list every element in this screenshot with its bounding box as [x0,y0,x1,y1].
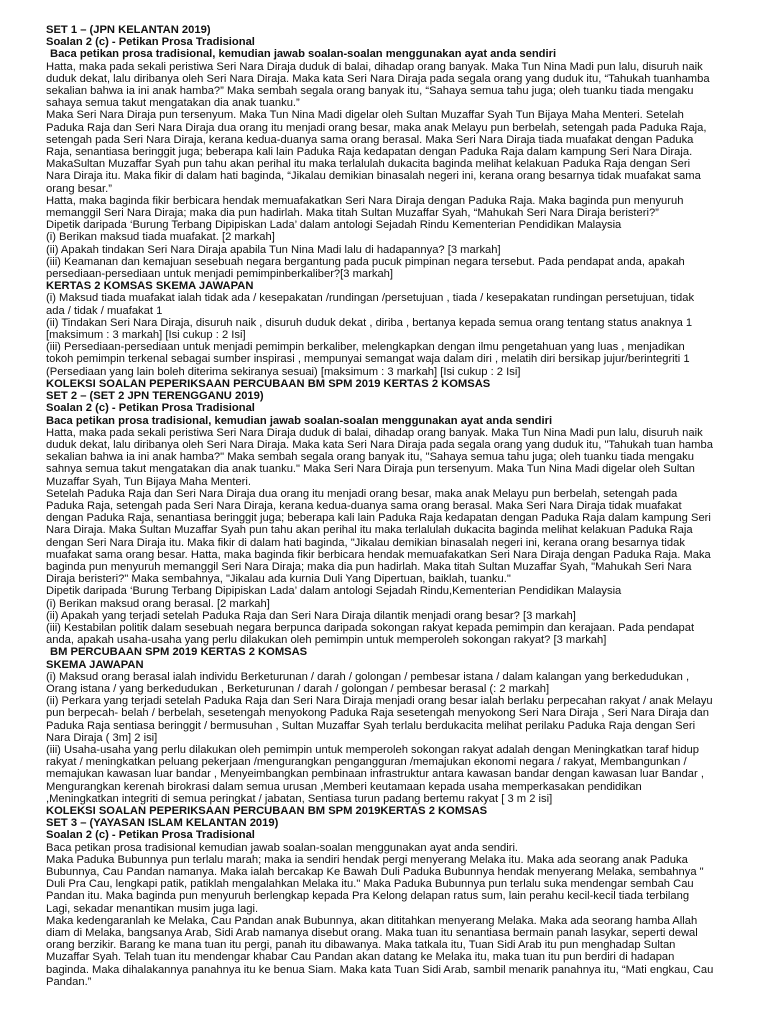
text-line: Baca petikan prosa tradisional kemudian jawab soalan-soalan menggunakan ayat anda sendiri. [46,841,519,854]
text-line: Paduka Raja sentiasa beringgit / bermusuhan , Sultan Muzaffar Syah terlalu berdukacita melihat perilaku Paduka Raja dengan Seri [46,719,696,732]
heading-line: SET 1 – (JPN KELANTAN 2019) [46,24,211,36]
text-line: diam di Melaka, bangsanya Arab, Sidi Arab namanya disebut orang. Maka tuan itu senantiasa bermain panah lasykar, seperti dewal [46,927,698,940]
text-line: orang berzikir. Barang ke mana tuan itu pergi, panah itu dibawanya. Maka tatkala itu, Tuan Sidi Arab itu pun menghadap Sultan [46,939,676,952]
heading-line: SET 3 – (YAYASAN ISLAM KELANTAN 2019) [46,817,279,830]
text-line: Paduka Raja dan Seri Nara Diraja dua orang itu menjadi orang besar, maka anak Melayu pun berbelah, setengah pada Paduka Raja, [46,121,707,134]
text-line: Maka Paduka Bubunnya pun terlalu marah; maka ia sendiri hendak pergi menyerang Melaka itu. Maka ada seorang anak Paduka [46,853,688,866]
text-line: duduk dekat, lalu diribanya oleh Seri Nara Diraja. Maka kata Seri Nara Diraja pada segala orang yang duduk itu, "Tahukah tuan hamba [46,438,713,451]
text-line: Nara Diraja ( 3m] 2 isi] [46,731,158,744]
text-line: duduk dekat, lalu diribanya oleh Seri Nara Diraja. Maka kata Seri Nara Diraja pada segala orang yang duduk itu, “Tahukah tuanhamba [46,72,710,85]
text-line: muafakat sama orang besar. Hatta, maka baginda fikir berbicara hendak memuafakatkan Seri Nara Diraja dengan Paduka Raja. Maka [46,548,711,561]
section-set1 [46,24,750,390]
text-block [46,842,750,988]
text-line: memanggil Seri Nara Diraja; maka dia pun hadirlah. Maka titah Sultan Muzaffar Syah, “Mahukah Seri Nara Diraja beristeri?” [46,207,659,220]
text-block [46,427,750,647]
text-line: Hatta, maka pada sekali peristiwa Seri Nara Diraja duduk di balai, dihadap orang banyak. Maka Tun Nina Madi pun lalu, disuruh naik [46,426,703,439]
heading-block [46,402,750,414]
heading-block [46,280,750,292]
text-line: sahnya semua takut mengatakan dia anak tuanku." Maka Seri Nara Diraja pun tersenyum. Maka Tun Nina Madi digelar oleh Sultan [46,463,695,476]
heading-line: Baca petikan prosa tradisional, kemudian jawab soalan-soalan menggunakan ayat anda sendiri [50,48,557,61]
text-line: setengah pada Seri Nara Diraja, kerana kedua-duanya sama orang berasal. Maka Seri Nara Diraja tiada muafakat dengan Paduka [46,133,694,146]
text-line: Bubunnya, Cau Pandan namanya. Maka ialah bercakap Ke Bawah Duli Paduka Bubunnya hendak menyerang Melaka, sembahnya " [46,866,704,879]
text-line: Maka Seri Nara Diraja pun tersenyum. Maka Tun Nina Madi digelar oleh Sultan Muzaffar Syah Tun Bijaya Maha Menteri. Setelah [46,109,684,122]
heading-line: Soalan 2 (c) - Petikan Prosa Tradisional [46,36,255,49]
text-line: Pandan itu. Maka baginda pun menyuruh berlengkap kepada Pra Kelong delapan ratus sum, lain perahu kecil-kecil tiada terbilang [46,890,690,903]
heading-line: Soalan 2 (c) - Petikan Prosa Tradisional [46,829,255,842]
text-line: dengan Paduka Raja, senantiasa beringgit juga; beberapa kali lain Paduka Raja kedapatan dengan Paduka Raja dalam kampung Seri [46,512,711,525]
text-line: Mengurangkan kerenah birokrasi dalam semua urusan ,Memberi keutamaan kepada usaha memperkasakan pendidikan [46,780,642,793]
heading-line: SET 2 – (SET 2 JPN TERENGGANU 2019) [46,390,264,403]
text-line: (iii) Persediaan-persediaan untuk menjadi pemimpin berkaliber, melengkapkan dengan ilmu pengetahuan yang luas , menjadikan [46,341,685,354]
text-line: Setelah Paduka Raja dan Seri Nara Diraja dua orang itu menjadi orang besar, maka anak Melayu pun berbelah, setengah pada [46,487,678,500]
text-line: ada / tidak / muafakat 1 [46,304,163,317]
heading-block [46,378,750,390]
text-line: sahaya semua takut mengatakan dia anak tuanku.” [46,97,300,110]
heading-block [46,659,750,671]
heading-block [46,817,750,829]
text-line: anda, apakah usaha-usaha yang perlu dilakukan oleh pemimpin untuk memperoleh sokongan rakyat? [3 markah] [46,634,607,647]
text-line: (ii) Tindakan Seri Nara Diraja, disuruh naik , disuruh duduk dekat , diriba , bertanya kepada semua orang tentang status anaknya 1 [46,316,693,329]
text-line: memajukan kawasan luar bandar , Menyeimbangkan pembinaan infrastruktur antara kawasan bandar dengan kawasan luar Bandar , [46,768,704,781]
text-line: (ii) Perkara yang terjadi setelah Paduka Raja dan Seri Nara Diraja menjadi orang besar ialah berlaku perpecahan rakyat / anak Melayu [46,695,713,708]
text-line: sekalian bahwa ia ini anak hamba?” Maka sembah segala orang banyak itu, “Sahaya semua tahu juga; oleh tuanku tiada mengaku [46,85,694,98]
text-line: [maksimum : 3 markah] [Isi cukup : 2 Isi] [46,329,246,342]
heading-block [46,36,750,48]
heading-block [46,24,750,36]
text-line: pun berpecah- belah / berbelah, sesetengah menyokong Paduka Raja sesetengah menyokong Seri Nara Diraja , Seri Nara Diraja dan [46,707,709,720]
text-line: Lagi, sekadar menantikan musim juga lagi. [46,902,259,915]
text-line: Muzaffar Syah. Telah tuan itu mendengar khabar Cau Pandan akan datang ke Melaka itu, maka tuan itu pun berdiri di hadapan [46,951,675,964]
text-line: Diraja beristeri?" Maka sembahnya, "Jikalau ada kurnia Duli Yang Dipertuan, baiklah, tuanku." [46,573,511,586]
text-line: (iii) Kestabilan politik dalam sesebuah negara berpunca daripada sokongan rakyat kepada pemimpin dan kerajaan. Pada pendapat [46,621,695,634]
text-line: Nara Diraja. Maka Sultan Muzaffar Syah pun tahu akan perihal itu maka terlalulah dukacita baginda melihat kelakuan Paduka Raja [46,524,693,537]
heading-line: KOLEKSI SOALAN PEPERIKSAAN PERCUBAAN BM SPM 2019KERTAS 2 KOMSAS [46,805,488,817]
section-set3 [46,817,750,988]
section-set2 [46,390,750,817]
heading-line: SKEMA JAWAPAN [46,658,144,671]
text-line: MakaSultan Muzaffar Syah pun tahu akan perihal itu maka terlalulah dukacita baginda melihat kelakuan Paduka Raja dengan Seri [46,158,691,171]
text-line: (Persediaan yang lain boleh diterima sekiranya sesuai) [maksimum : 3 markah] [Isi cukup : 2 Isi] [46,365,521,378]
text-line: orang besar.” [46,182,112,195]
text-line: Nara Diraja itu. Maka fikir di dalam hati baginda, “Jikalau demikian binasalah negeri ini, kerana orang besarnya tidak muafakat sama [46,170,701,183]
text-line: rakyat / meningkatkan peluang pekerjaan /mengurangkan pengangguran /memajukan ekonomi negara / rakyat, Membangunkan / [46,756,687,769]
text-line: Pandan.” [46,975,92,988]
text-line: (i) Maksud orang berasal ialah individu Berketurunan / darah / golongan / pembesar istana / dalam kalangan yang berkedudukan , [46,670,690,683]
text-line: (ii) Apakah yang terjadi setelah Paduka Raja dan Seri Nara Diraja dilantik menjadi orang besar? [3 markah] [46,609,576,622]
text-line: Muzaffar Syah, Tun Bijaya Maha Menteri. [46,475,251,488]
text-line: (ii) Apakah tindakan Seri Nara Diraja apabila Tun Nina Madi lalu di hadapannya? [3 markah] [46,243,501,256]
text-line: Maka kedengaranlah ke Melaka, Cau Pandan anak Bubunnya, akan dititahkan menyerang Melaka. Maka ada seorang hamba Allah [46,914,698,927]
heading-line: KERTAS 2 KOMSAS SKEMA JAWAPAN [46,280,254,293]
text-line: Dipetik daripada ‘Burung Terbang Dipipiskan Lada’ dalam antologi Sejadah Rindu,Kementerian Pendidikan Malaysia [46,585,622,598]
text-line: dengan Seri Nara Diraja itu. Maka fikir di dalam hati baginda, "Jikalau demikian binasalah negeri ini, kerana orang besarnya tidak [46,536,685,549]
text-block [46,61,750,281]
heading-block [46,390,750,402]
document-body [46,24,750,988]
text-line: Paduka Raja, setengah pada Seri Nara Diraja, kerana kedua-duanya sama orang berasal. Maka Seri Nara Diraja tidak muafakat [46,499,682,512]
text-line: tokoh pemimpin terkenal sebagai sumber inspirasi , mempunyai semangat waja dalam diri , melatih diri bersikap jujur/berintegriti 1 [46,353,690,366]
text-line: sekalian bahwa ia ini anak hamba?" Maka sembah segala orang banyak itu, "Sahaya semua tahu juga; oleh tuanku tiada mengaku [46,451,694,464]
text-block [46,671,750,805]
text-line: baginda. Maka dihalakannya panahnya itu ke benua Siam. Maka kata Tuan Sidi Arab, sambil menarik panahnya itu, “Mati engkau, Cau [46,963,714,976]
text-line: (iii) Usaha-usaha yang perlu dilakukan oleh pemimpin untuk memperoleh sokongan rakyat adalah dengan Meningkatkan taraf hidup [46,743,700,756]
text-block [46,292,750,377]
heading-line: Baca petikan prosa tradisional, kemudian jawab soalan-soalan menggunakan ayat anda sendiri [46,414,553,427]
text-line: (i) Berikan maksud orang berasal. [2 markah] [46,597,270,610]
text-line: (i) Maksud tiada muafakat ialah tidak ada / kesepakatan /rundingan /persetujuan , tiada / kesepakatan rundingan persetujuan, tidak [46,292,695,305]
text-line: persediaan-persediaan untuk menjadi pemimpinberkaliber?[3 markah] [46,268,394,281]
text-line: Hatta, maka baginda fikir berbicara hendak memuafakatkan Seri Nara Diraja dengan Paduka Raja. Maka baginda pun menyuruh [46,194,684,207]
heading-block [46,805,750,817]
text-line: (i) Berikan maksud tiada muafakat. [2 markah] [46,231,275,244]
text-line: Orang istana / yang berkedudukan , Berketurunan / darah / golongan / pembesar berasal (: 2 markah] [46,682,550,695]
heading-line: Soalan 2 (c) - Petikan Prosa Tradisional [46,402,255,415]
text-line: Dipetik daripada ‘Burung Terbang Dipipiskan Lada’ dalam antologi Sejadah Rindu Kementerian Pendidikan Malaysia [46,219,622,232]
heading-block [46,415,750,427]
heading-block [46,646,750,658]
text-line: (iii) Keamanan dan kemajuan sesebuah negara bergantung pada pucuk pimpinan negara tersebut. Pada pendapat anda, apakah [46,255,685,268]
text-line: ,Meningkatkan integriti di semua peringkat / jabatan, Sentiasa turun padang bertemu rakyat [ 3 m 2 isi] [46,792,553,805]
text-line: baginda pun menyuruh memanggil Seri Nara Diraja; maka dia pun hadirlah. Maka titah Sultan Muzaffar Syah, "Mahukah Seri Nara [46,560,692,573]
heading-line: KOLEKSI SOALAN PEPERIKSAAN PERCUBAAN BM SPM 2019 KERTAS 2 KOMSAS [46,377,491,390]
heading-block [46,829,750,841]
text-line: Hatta, maka pada sekali peristiwa Seri Nara Diraja duduk di balai, dihadap orang banyak. Maka Tun Nina Madi pun lalu, disuruh naik [46,60,703,73]
text-line: Raja, senantiasa beringgit juga; beberapa kali lain Paduka Raja kedapatan dengan Paduka Raja dalam kampung Seri Nara Diraja. [46,146,693,159]
heading-line: BM PERCUBAAN SPM 2019 KERTAS 2 KOMSAS [50,646,308,659]
heading-block [46,48,750,60]
text-line: Duli Pra Cau, lengkapi patik, patiklah mengalahkan Melaka itu." Maka Paduka Bubunnya pun terlalu suka mendengar sembah Cau [46,878,694,891]
